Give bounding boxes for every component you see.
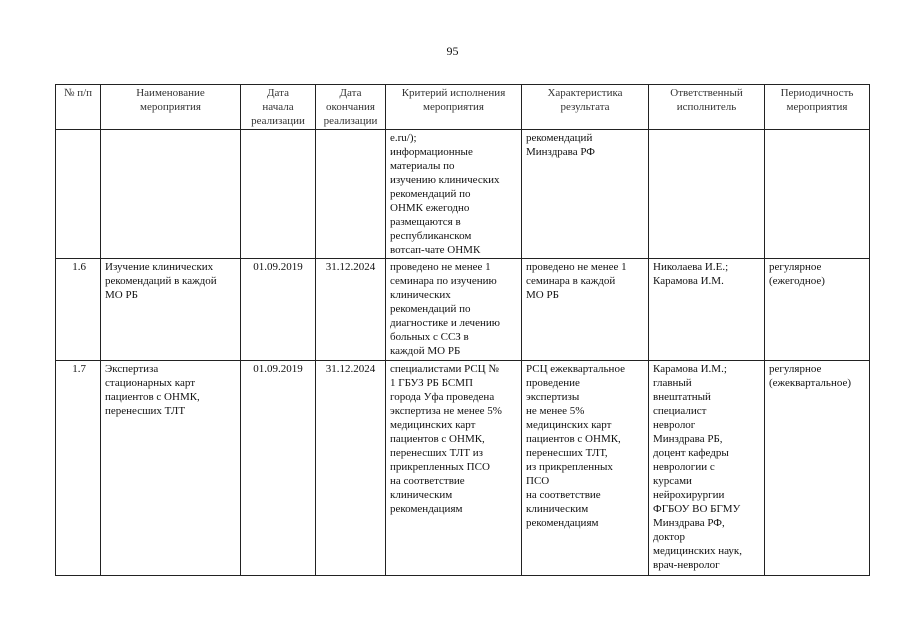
- col-header-criterion: Критерий исполнения мероприятия: [386, 85, 522, 130]
- cell-start-date: 01.09.2019: [241, 259, 316, 361]
- col-header-start-date: Дата начала реализации: [241, 85, 316, 130]
- table-row: [56, 259, 870, 361]
- col-header-name: Наименование мероприятия: [101, 85, 241, 130]
- cell-name: Экспертиза стационарных карт пациентов с ОНМК, перенесших ТЛТ: [101, 361, 241, 576]
- cell-criterion: e.ru/); информационные материалы по изучению клинических рекомендаций по ОНМК ежегодно размещаются в республиканском вотсап-чате ОНМК: [386, 130, 522, 259]
- cell-name: [101, 130, 241, 259]
- cell-periodicity: [765, 130, 870, 259]
- col-header-responsible: Ответственный исполнитель: [649, 85, 765, 130]
- cell-responsible: Николаева И.Е.; Карамова И.М.: [649, 259, 765, 361]
- cell-result: проведено не менее 1 семинара в каждой МО РБ: [522, 259, 649, 361]
- cell-criterion: специалистами РСЦ № 1 ГБУЗ РБ БСМП города Уфа проведена экспертиза не менее 5% медицинских карт пациентов с ОНМК, перенесших ТЛТ из прикрепленных ПСО на соответствие клиническим рекомендациям: [386, 361, 522, 576]
- cell-end-date: [316, 130, 386, 259]
- table-row: [56, 361, 870, 576]
- cell-responsible: [649, 130, 765, 259]
- col-header-result: Характеристика результата: [522, 85, 649, 130]
- cell-number: 1.6: [56, 259, 101, 361]
- table-row: [56, 130, 870, 259]
- cell-result: РСЦ ежеквартальное проведение экспертизы не менее 5% медицинских карт пациентов с ОНМК, перенесших ТЛТ, из прикрепленных ПСО на соответствие клиническим рекомендациям: [522, 361, 649, 576]
- cell-result: рекомендаций Минздрава РФ: [522, 130, 649, 259]
- measures-table: [55, 84, 870, 576]
- cell-name: Изучение клинических рекомендаций в каждой МО РБ: [101, 259, 241, 361]
- cell-start-date: 01.09.2019: [241, 361, 316, 576]
- cell-number: [56, 130, 101, 259]
- cell-end-date: 31.12.2024: [316, 259, 386, 361]
- cell-end-date: 31.12.2024: [316, 361, 386, 576]
- cell-periodicity: регулярное (ежегодное): [765, 259, 870, 361]
- cell-number: 1.7: [56, 361, 101, 576]
- header-row: [56, 85, 870, 130]
- col-header-periodicity: Периодичность мероприятия: [765, 85, 870, 130]
- cell-responsible: Карамова И.М.; главный внештатный специалист невролог Минздрава РБ, доцент кафедры неврологии с курсами нейрохирургии ФГБОУ ВО БГМУ Минздрава РФ, доктор медицинских наук, врач-невролог: [649, 361, 765, 576]
- col-header-end-date: Дата окончания реализации: [316, 85, 386, 130]
- col-header-number: № п/п: [56, 85, 101, 130]
- cell-periodicity: регулярное (ежеквартальное): [765, 361, 870, 576]
- cell-criterion: проведено не менее 1 семинара по изучению клинических рекомендаций по диагностике и лечению больных с ССЗ в каждой МО РБ: [386, 259, 522, 361]
- page-number: 95: [446, 44, 459, 58]
- cell-start-date: [241, 130, 316, 259]
